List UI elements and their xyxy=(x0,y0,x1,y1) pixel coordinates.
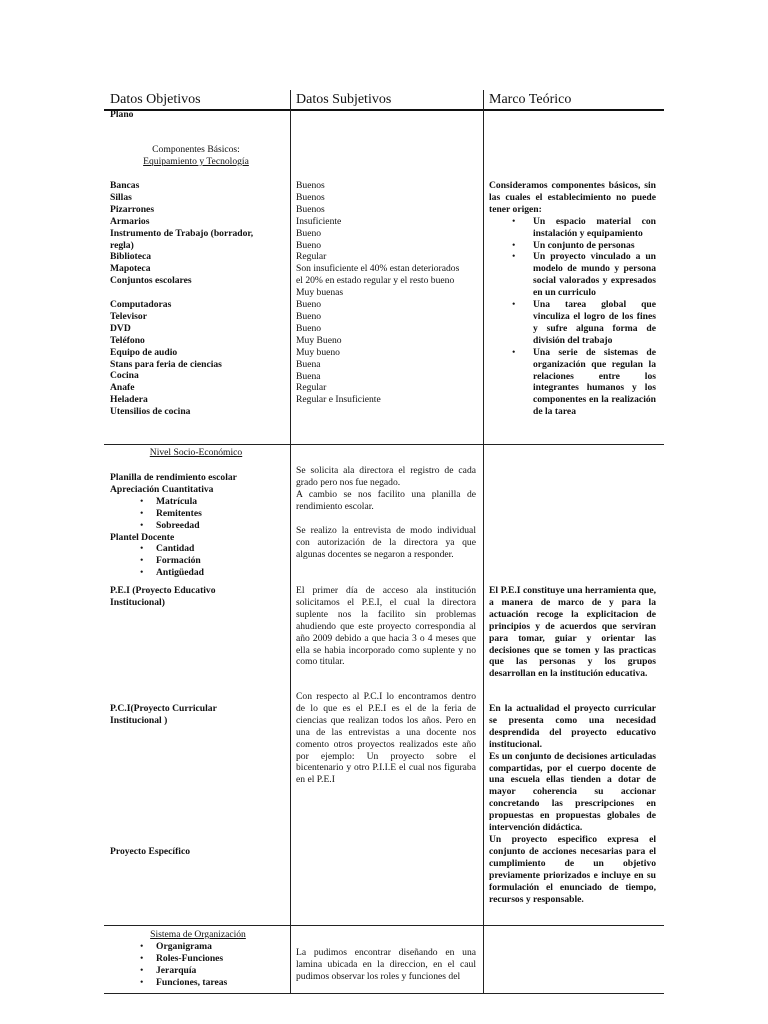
table-bottom-rule xyxy=(104,993,664,994)
equipment-item: Biblioteca xyxy=(110,251,152,263)
theory-intro: Consideramos componentes básicos, sin las cuales el establecimiento no puede tener origen: xyxy=(489,180,656,215)
equipment-value: Son insuficiente el 40% estan deteriorados xyxy=(296,263,460,275)
theory-pci-p1: En la actualidad el proyecto curricular se presenta como una necesidad desprendida del proyecto educativo institucional. xyxy=(489,703,656,750)
organizacion-item: • Jerarquía xyxy=(110,965,286,977)
equipment-value: Insuficiente xyxy=(296,215,342,227)
section3-objetivos xyxy=(110,929,286,989)
equipment-item: Equipo de audio xyxy=(110,346,178,358)
theory-pei: El P.E.I constituye una herramienta que, a manera de marco de y para la actuación recoge la explicitacion de principios y de acuerdos que serviran para tomar, guiar y orientar las decisiones que se tomen y las practicas que las personas y los grupos desarrollan en la institución educativa. xyxy=(489,585,656,680)
theory-especifico: Un proyecto especifico expresa el conjunto de acciones necesarias para el cumplimiento de un objetivo previamente priorizados e incluye en su formulación el enunciado de tiempo, recursos y responsable. xyxy=(489,833,656,905)
apreciacion-label: Apreciación Cuantitativa xyxy=(110,483,214,495)
equipment-value: Muy bueno xyxy=(296,346,340,358)
componentes-heading-line2: Equipamiento y Tecnología xyxy=(143,155,249,167)
section2-objetivos-top xyxy=(110,472,286,579)
equipment-list xyxy=(110,180,286,418)
subjetivo-organizacion: La pudimos encontrar diseñando en una lamina ubicada en la direccion, en el caul pudimos observar los roles y funciones del xyxy=(296,947,476,982)
equipment-value: Muy Bueno xyxy=(296,334,342,346)
equipment-value: Bueno xyxy=(296,239,322,251)
section1-theory xyxy=(489,180,656,418)
equipment-value: Bueno xyxy=(296,322,322,334)
organizacion-item: • Roles-Funciones xyxy=(110,953,286,965)
column-divider-2 xyxy=(483,90,484,994)
equipment-spacer xyxy=(110,287,286,299)
equipment-value: Buenos xyxy=(296,180,325,191)
subjetivo-pei: El primer día de acceso ala institución solicitamos el P.E.I, el cual la directora suplente nos la facilito sin problemas ahudiendo que este proyecto correspondia al año 2009 debido a que hacia 3 o 4 meses que ella se habia incorporado como suplente y no como titular. xyxy=(296,585,476,668)
theory-bullet: • Un espacio material con instalación y equipamiento xyxy=(489,216,656,240)
equipment-item: Televisor xyxy=(110,310,147,322)
equipment-value: Regular xyxy=(296,251,327,263)
equipment-item: Teléfono xyxy=(110,334,145,346)
plantel-item: • Formación xyxy=(110,555,286,567)
equipment-item: Sillas xyxy=(110,191,132,203)
equipment-value: Buenos xyxy=(296,191,325,203)
equipment-item: Mapoteca xyxy=(110,263,151,275)
planilla-title: Planilla de rendimiento escolar xyxy=(110,472,237,483)
equipment-value: Bueno xyxy=(296,310,322,322)
equipment-item: DVD xyxy=(110,322,131,334)
organizacion-item: • Funciones, tareas xyxy=(110,977,286,989)
row-divider-2 xyxy=(104,925,664,926)
equipment-item: Computadoras xyxy=(110,299,172,311)
nivel-socio-heading-text: Nivel Socio-Económico xyxy=(149,447,243,458)
subjetivo-registro xyxy=(296,465,476,513)
equipment-item: Heladera xyxy=(110,394,148,406)
apreciacion-item: • Matrícula xyxy=(110,496,286,508)
subjetivo-p1: Se solicita ala directora el registro de cada grado pero nos fue negado. xyxy=(296,465,476,488)
apreciacion-item: • Remitentes xyxy=(110,508,286,520)
proyecto-especifico-label: Proyecto Específico xyxy=(110,846,191,857)
equipment-item: Armarios xyxy=(110,215,150,227)
plano-label: Plano xyxy=(110,109,134,120)
pci-label: P.C.I(Proyecto Curricular Institucional ) xyxy=(110,703,217,726)
nivel-socio-heading xyxy=(110,447,282,459)
equipment-item: Utensilios de cocina xyxy=(110,406,191,418)
header-datos-objetivos: Datos Objetivos xyxy=(110,92,201,107)
equipment-value: Buenos xyxy=(296,203,325,215)
theory-bullet: • Un conjunto de personas xyxy=(489,240,656,252)
equipment-item: Instrumento de Trabajo (borrador, xyxy=(110,227,254,239)
equipment-value: Regular e Insuficiente xyxy=(296,394,381,406)
subjetivo-p2: A cambio se nos facilito una planilla de rendimiento escolar. xyxy=(296,488,476,512)
equipment-value: el 20% en estado regular y el resto bueno xyxy=(296,275,455,287)
column-divider-1 xyxy=(290,90,291,994)
subjetivo-entrevista: Se realizo la entrevista de modo individual con autorización de la directora ya que algunas docentes se negaron a responder. xyxy=(296,525,476,560)
plantel-item: • Antigüedad xyxy=(110,567,286,579)
equipment-item: Cocina xyxy=(110,370,139,382)
equipment-value: Muy buenas xyxy=(296,287,344,299)
equipment-item: regla) xyxy=(110,239,134,251)
plantel-item: • Cantidad xyxy=(110,543,286,555)
section1-objetivos xyxy=(110,109,282,121)
theory-pci xyxy=(489,703,656,905)
equipment-value: Bueno xyxy=(296,227,322,239)
equipment-item: Anafe xyxy=(110,382,135,394)
subjetivo-pci: Con respecto al P.C.I lo encontramos dentro de lo que es el P.E.I es el de la feria de ciencias que realizan todos los años. Pero en una de las entrevistas a una docente nos comento otros proyectos realizados este año por ejemplo: Un proyecto sobre el bicentenario y otro P.I.I.E el cual nos figuraba en el P.E.I xyxy=(296,691,476,786)
equipment-item: Pizarrones xyxy=(110,203,155,215)
header-datos-subjetivos: Datos Subjetivos xyxy=(296,92,392,107)
equipment-value: Bueno xyxy=(296,299,322,311)
row-divider-1 xyxy=(104,444,664,445)
componentes-heading xyxy=(110,144,282,168)
apreciacion-item: • Sobreedad xyxy=(110,520,286,532)
equipment-item: Stans para feria de ciencias xyxy=(110,358,222,370)
equipment-value: Buena xyxy=(296,370,321,382)
organizacion-item: • Organigrama xyxy=(110,941,286,953)
theory-bullet: • Un proyecto vinculado a un modelo de mundo y persona social valorados y expresados en un curriculo xyxy=(489,251,656,299)
pei-label: P.E.I (Proyecto Educativo Institucional) xyxy=(110,585,216,608)
sistema-organizacion-heading: Sistema de Organización xyxy=(150,929,246,940)
equipment-values xyxy=(296,180,478,406)
theory-pci-p2: Es un conjunto de decisiones articuladas compartidas, por el cuerpo docente de una escuela ellas tienden a dotar de mayor coherencia su accionar concretando las prescripciones en propuestas en propuestas globales de intervención didáctica. xyxy=(489,750,656,834)
header-marco-teorico: Marco Teórico xyxy=(489,92,572,107)
equipment-item: Bancas xyxy=(110,180,140,191)
componentes-heading-line1: Componentes Básicos: xyxy=(152,144,240,155)
equipment-value: Buena xyxy=(296,358,321,370)
equipment-item: Conjuntos escolares xyxy=(110,275,192,287)
equipment-value: Regular xyxy=(296,382,327,394)
theory-bullet: • Una tarea global que vinculiza el logro de los fines y sufre alguna forma de división del trabajo xyxy=(489,299,656,347)
theory-bullet: • Una serie de sistemas de organización que regulan la relaciones entre los integrantes humanos y los componentes en la realización de la tarea xyxy=(489,347,656,418)
plantel-label: Plantel Docente xyxy=(110,531,175,543)
